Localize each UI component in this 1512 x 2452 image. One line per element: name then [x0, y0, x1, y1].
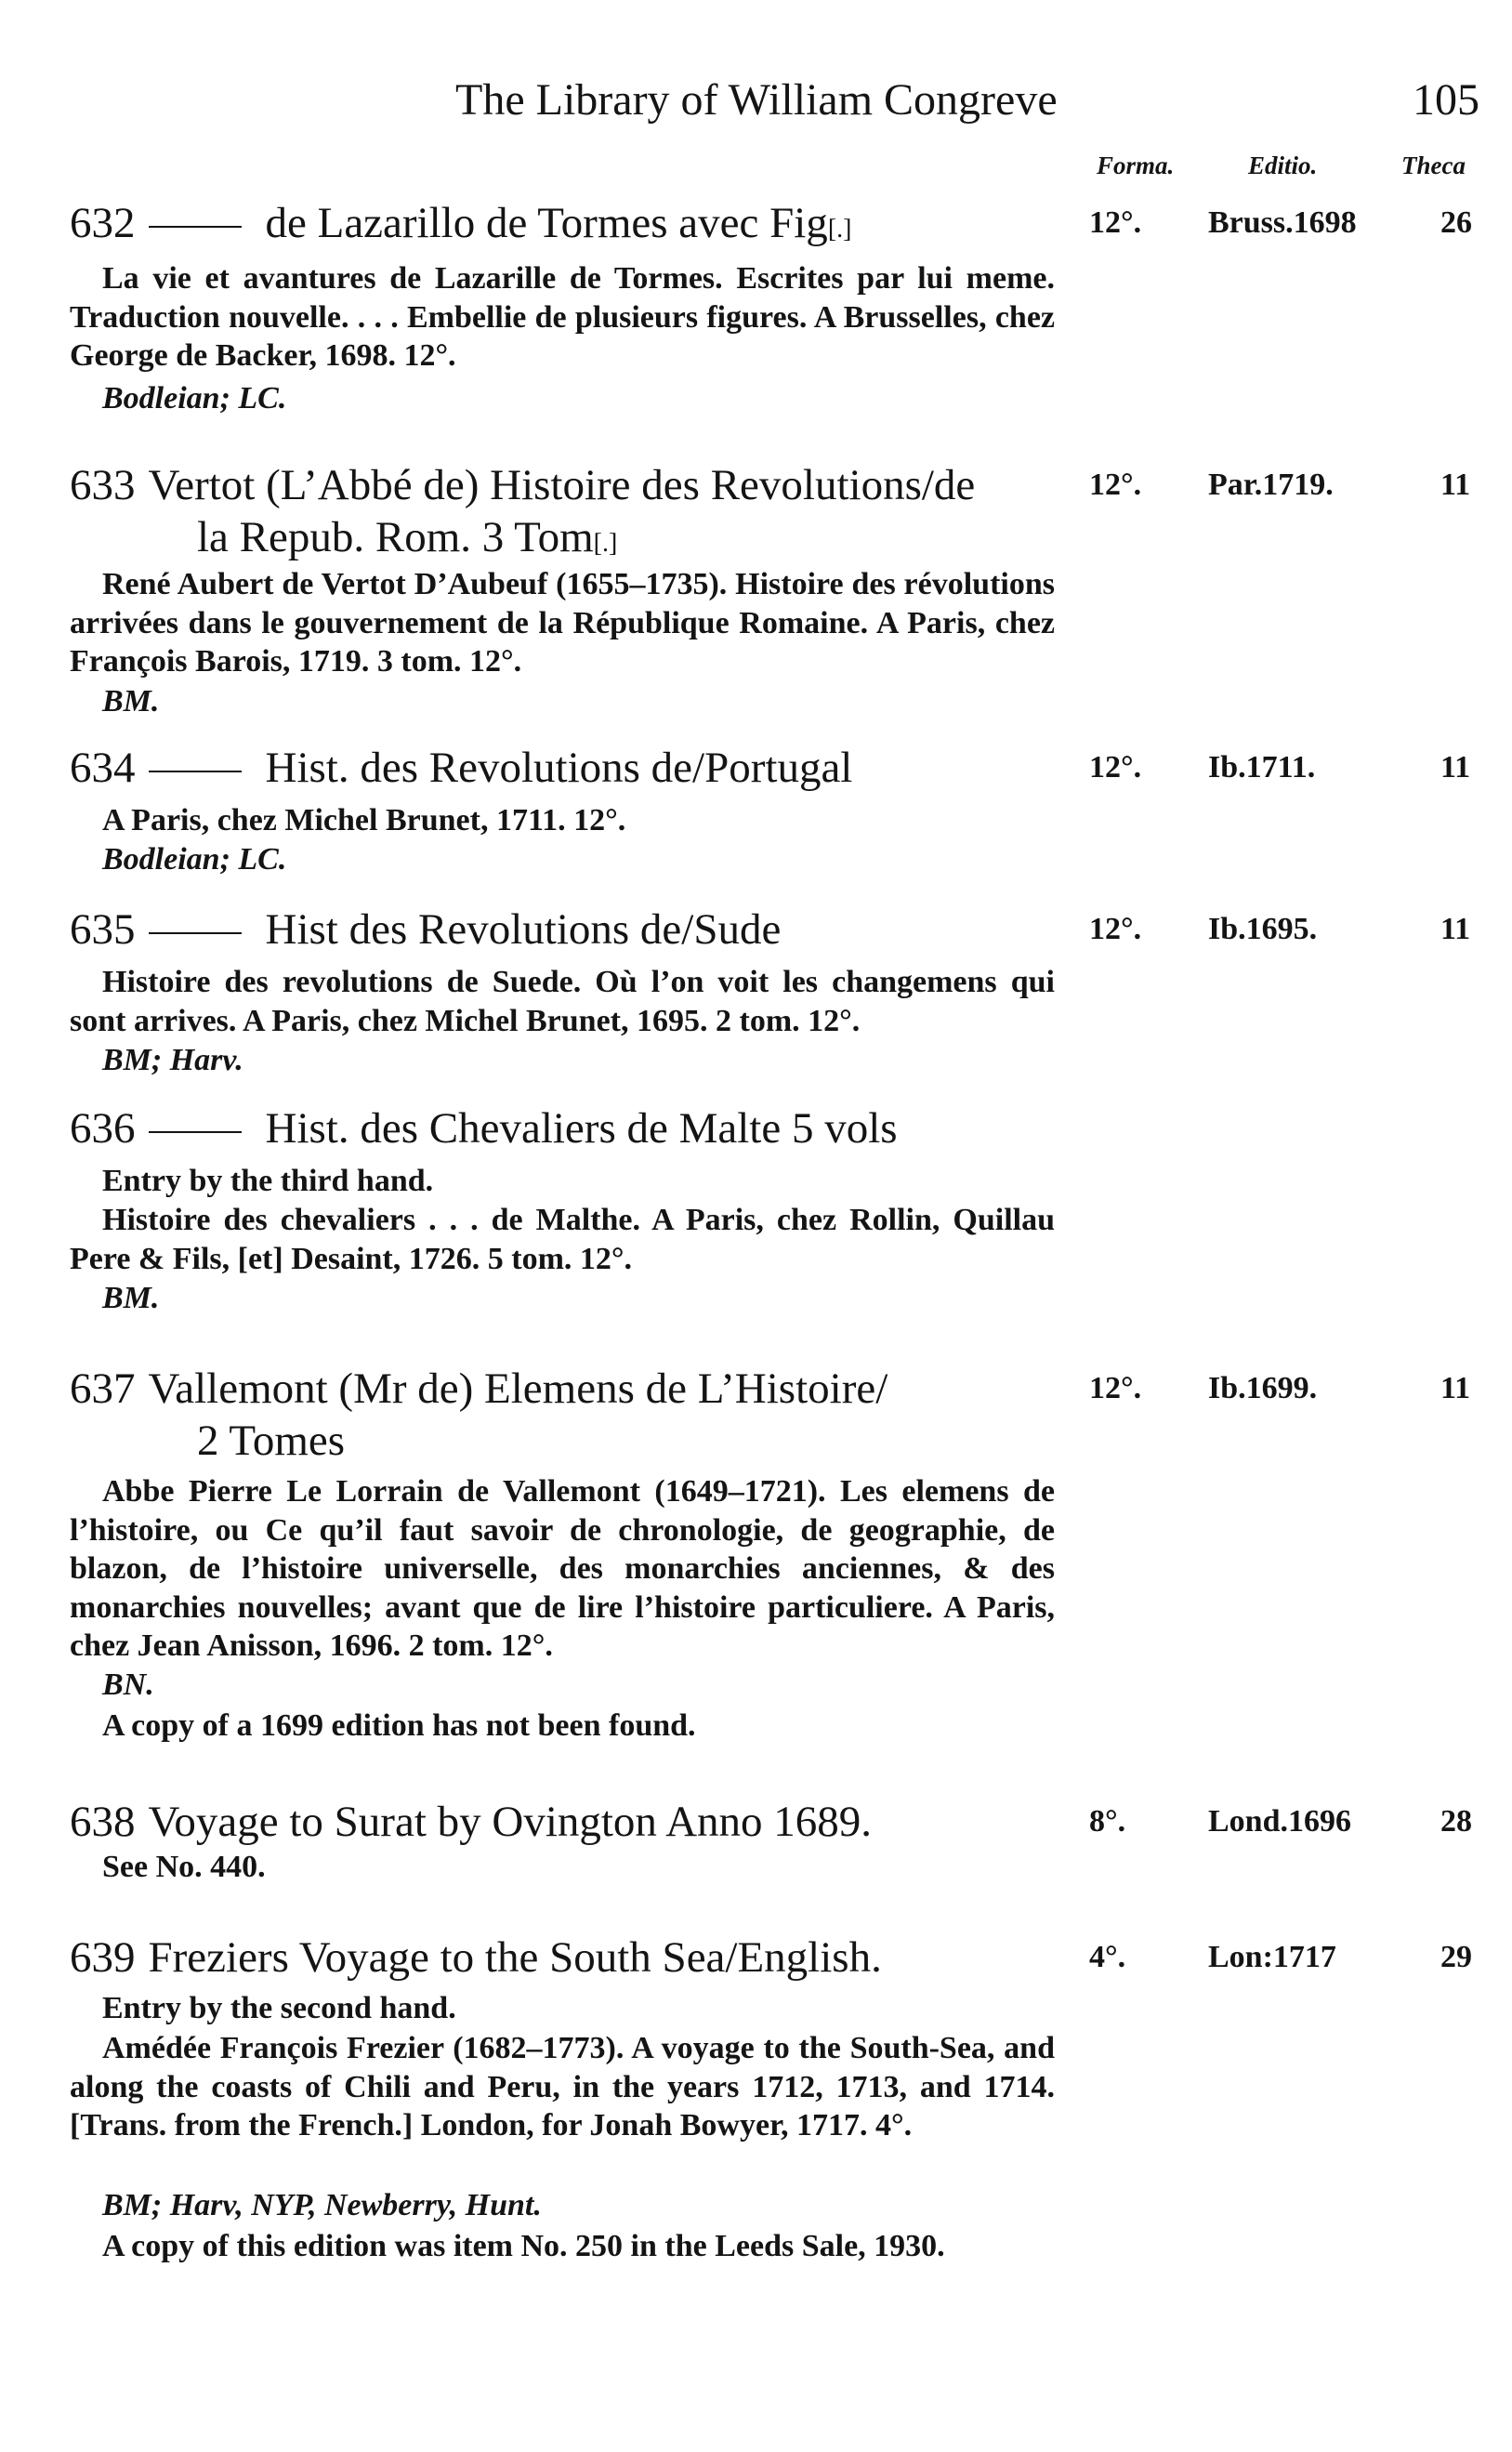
theca-value: 11 — [1440, 912, 1471, 946]
entry-number: 639 — [70, 1933, 136, 1982]
forma-value: 4°. — [1089, 1940, 1126, 1974]
entry-heading — [70, 1931, 1064, 1984]
entry-number: 632 — [70, 199, 136, 247]
editorial-bracket: [.] — [593, 529, 618, 558]
entry-locations: Bodleian; LC. — [102, 842, 287, 877]
entry-description: René Aubert de Vertot D’Aubeuf (1655–1735). Histoire des révolutions arrivées dans le gouvernement de la République Romaine. A Paris, chez François Barois, 1719. 3 tom. 12°. — [70, 567, 1055, 679]
entry-hand-note: Entry by the second hand. — [102, 1991, 456, 2025]
editio-value: Bruss.1698 — [1208, 205, 1357, 240]
entry-locations: Bodleian; LC. — [102, 381, 287, 415]
entry-description: Abbe Pierre Le Lorrain de Vallemont (1649–1721). Les elemens de l’histoire, ou Ce qu’il faut savoir de chronologie, de geographie, de blazon, de l’histoire universelle, des monarchies anciennes, & des monarchies nouvelles; avant que de lire l’histoire particuliere. A Paris, chez Jean Anisson, 1696. 2 tom. 12°. — [70, 1474, 1055, 1663]
entry-description: A Paris, chez Michel Brunet, 1711. 12°. — [102, 803, 626, 837]
entry-heading — [70, 459, 1064, 511]
column-header-theca: Theca — [1401, 152, 1466, 179]
page-number: 105 — [1413, 75, 1479, 125]
theca-value: 11 — [1440, 750, 1471, 784]
editio-value: Ib.1699. — [1208, 1371, 1318, 1405]
editio-value: Lond.1696 — [1208, 1804, 1351, 1839]
forma-value: 12°. — [1089, 750, 1142, 784]
running-title: The Library of William Congreve — [455, 75, 1058, 125]
column-header-forma: Forma. — [1097, 152, 1175, 179]
editio-value: Lon:1717 — [1208, 1940, 1336, 1974]
entry-note: A copy of this edition was item No. 250 in the Leeds Sale, 1930. — [102, 2229, 945, 2263]
entry-title-continuation: la Repub. Rom. 3 Tom — [197, 513, 594, 561]
forma-value: 8°. — [1089, 1804, 1126, 1839]
entry-heading-continuation — [197, 511, 617, 570]
entry-title: Vertot (L’Abbé de) Histoire des Revolutions/de — [148, 461, 976, 509]
theca-value: 11 — [1440, 468, 1471, 502]
ditto-dash — [149, 1131, 242, 1133]
entry-heading — [70, 1796, 1064, 1848]
entry-locations: BM; Harv, NYP, Newberry, Hunt. — [102, 2188, 542, 2222]
entry-see-reference: See No. 440. — [102, 1850, 266, 1884]
entry-heading-continuation — [197, 1415, 345, 1467]
theca-value: 28 — [1440, 1804, 1472, 1839]
entry-title: Freziers Voyage to the South Sea/English. — [148, 1933, 882, 1982]
entry-title: Voyage to Surat by Ovington Anno 1689. — [148, 1798, 873, 1846]
entry-number: 634 — [70, 744, 136, 792]
entry-note: A copy of a 1699 edition has not been found. — [102, 1708, 696, 1743]
entry-locations: BM. — [102, 684, 160, 718]
forma-value: 12°. — [1089, 912, 1142, 946]
editio-value: Par.1719. — [1208, 468, 1334, 502]
theca-value: 29 — [1440, 1940, 1472, 1974]
ditto-dash — [149, 932, 242, 934]
entry-locations: BM. — [102, 1281, 160, 1315]
entry-title: Vallemont (Mr de) Elemens de L’Histoire/ — [148, 1364, 888, 1413]
editio-value: Ib.1711. — [1208, 750, 1316, 784]
entry-heading — [70, 1102, 1064, 1154]
entry-number: 635 — [70, 905, 136, 954]
ditto-dash — [149, 226, 242, 228]
editio-value: Ib.1695. — [1208, 912, 1318, 946]
theca-value: 11 — [1440, 1371, 1471, 1405]
entry-heading — [70, 1363, 1064, 1415]
forma-value: 12°. — [1089, 1371, 1142, 1405]
entry-title: de Lazarillo de Tormes avec Fig — [265, 199, 828, 247]
entry-title: Hist. des Chevaliers de Malte 5 vols — [265, 1104, 898, 1153]
forma-value: 12°. — [1089, 205, 1142, 240]
entry-locations: BM; Harv. — [102, 1043, 243, 1077]
entry-number: 638 — [70, 1798, 136, 1846]
entry-number: 636 — [70, 1104, 136, 1153]
forma-value: 12°. — [1089, 468, 1142, 502]
entry-heading — [70, 197, 1064, 256]
ditto-dash — [149, 771, 242, 772]
theca-value: 26 — [1440, 205, 1472, 240]
entry-description: La vie et avantures de Lazarille de Tormes. Escrites par lui meme. Traduction nouvelle. . . . Embellie de plusieurs figures. A Brusselles, chez George de Backer, 1698. 12°. — [70, 261, 1055, 373]
entry-hand-note: Entry by the third hand. — [102, 1164, 434, 1198]
entry-title: Hist. des Revolutions de/Portugal — [265, 744, 853, 792]
entry-locations: BN. — [102, 1668, 154, 1702]
column-header-editio: Editio. — [1248, 152, 1318, 179]
entry-title: Hist des Revolutions de/Sude — [265, 905, 782, 954]
entry-description: Amédée François Frezier (1682–1773). A voyage to the South-Sea, and along the coasts of Chili and Peru, in the years 1712, 1713, and 1714. [Trans. from the French.] London, for Jonah Bowyer, 1717. 4°. — [70, 2031, 1055, 2142]
entry-description: Histoire des chevaliers . . . de Malthe. A Paris, chez Rollin, Quillau Pere & Fils, [et] Desaint, 1726. 5 tom. 12°. — [70, 1203, 1055, 1276]
entry-number: 633 — [70, 461, 136, 509]
entry-description: Histoire des revolutions de Suede. Où l’on voit les changemens qui sont arrives. A Paris, chez Michel Brunet, 1695. 2 tom. 12°. — [70, 965, 1055, 1038]
entry-heading — [70, 742, 1064, 794]
entry-title-continuation: 2 Tomes — [197, 1417, 346, 1465]
editorial-bracket: [.] — [827, 215, 852, 244]
entry-number: 637 — [70, 1364, 136, 1413]
entry-heading — [70, 903, 1064, 956]
